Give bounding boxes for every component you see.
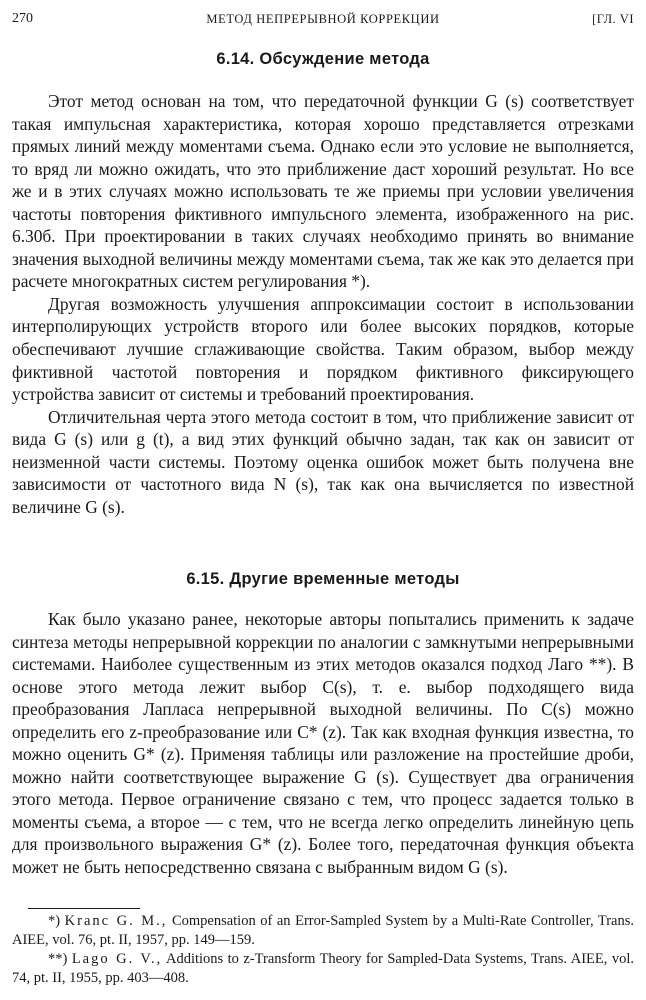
footnote-author: Lago G. V.,	[71, 951, 163, 967]
footnote-divider	[28, 908, 140, 909]
footnotes	[12, 912, 634, 988]
footnote-text: Compensation of an Error-Sampled System by a Multi-Rate Controller, Trans. AIEE, vol. 76, pt. II, 1957, pp. 149—159.	[12, 913, 635, 948]
chapter-marker: [ГЛ. VI	[592, 12, 634, 26]
section-title-6-15: 6.15. Другие временные методы	[186, 570, 460, 588]
footnote	[12, 950, 634, 988]
footnote-marker: **)	[48, 951, 68, 967]
section-title-6-14: 6.14. Обсуждение метода	[216, 50, 430, 68]
footnote-author: Kranc G. M.,	[64, 913, 168, 929]
paragraph: Другая возможность улучшения аппроксимации состоит в использовании интерполирующих устройств второго или более высоких порядков, которые обеспечивают лучшие сглаживающие свойства. Таким образом, выбор между фиктивной частотой повторения и порядком фиктивного фиксирующего устройства зависит от системы и требований проектирования.	[12, 293, 634, 405]
running-title: МЕТОД НЕПРЕРЫВНОЙ КОРРЕКЦИИ	[206, 12, 440, 26]
paragraph: Этот метод основан на том, что передаточной функции G (s) соответствует такая импульсная характеристика, которая хорошо представляется отрезками прямых линий между моментами съема. Однако если это условие не выполняется, то вряд ли можно ожидать, что это приближение даст хороший результат. Но все же и в этих случаях можно использовать те же приемы при условии увеличения частоты повторения фиктивного импульсного элемента, изображенного на рис. 6.30б. При проектировании в таких случаях необходимо принять во внимание значения выходной величины между моментами съема, так же как это делается при расчете многократных систем регулирования *).	[12, 91, 634, 292]
footnote	[12, 912, 634, 950]
page-number: 270	[12, 11, 33, 26]
footnote-text: Additions to z-Transform Theory for Sampled-Data Systems, Trans. AIEE, vol. 74, pt. II, 1955, pp. 403—408.	[12, 951, 635, 986]
running-head	[12, 8, 634, 30]
paragraph: Отличительная черта этого метода состоит в том, что приближение зависит от вида G (s) или g (t), а вид этих функций обычно задан, так как он зависит от неизменной части системы. Поэтому оценка ошибок может быть получена вне зависимости от частотного вида N (s), так как она вычисляется по известной величине G (s).	[12, 406, 634, 517]
footnote-marker: *)	[48, 913, 61, 929]
section-6-14-body	[12, 90, 634, 518]
paragraph: Как было указано ранее, некоторые авторы попытались применить к задаче синтеза методы непрерывной коррекции по аналогии с замкнутыми непрерывными системами. Наиболее существенным из этих методов оказался подход Лаго **). В основе этого метода лежит выбор C(s), т. е. выбор подходящего вида преобразования Лапласа непрерывной выходной величины. По C(s) можно определить его z-преобразование или C* (z). Так как входная функция известна, то можно оценить G* (z). Применяя таблицы или разложение на простейшие дроби, можно найти соответствующее выражение G (s). Существует два ограничения этого метода. Первое ограничение связано с тем, что процесс задается только в моменты съема, а второе — с тем, что не всегда легко определить линейную цепь для произвольного выражения G* (z). Более того, передаточная функция объекта может не быть непосредственно связана с выбранным видом G (s).	[12, 609, 634, 878]
section-6-15-body	[12, 608, 634, 879]
